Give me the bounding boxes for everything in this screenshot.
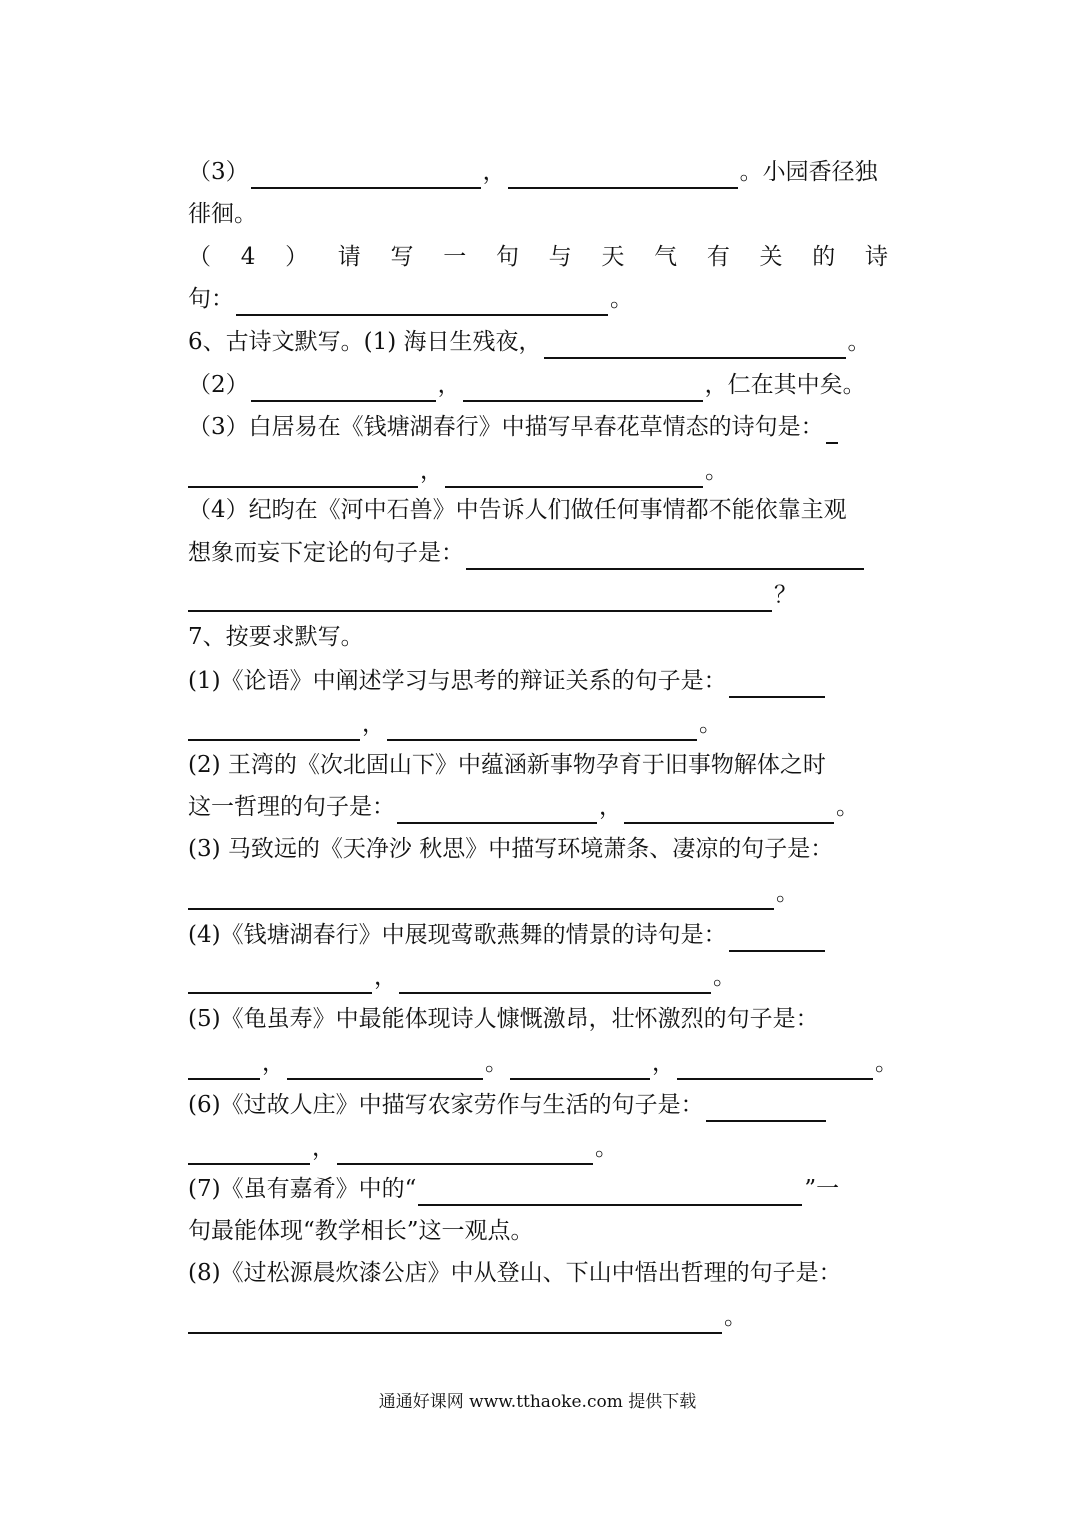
- q6-2-number: （2）: [188, 372, 249, 398]
- period: 。: [847, 329, 871, 355]
- char: 请: [337, 244, 361, 270]
- question-mark: ？: [774, 582, 797, 608]
- char: 诗: [864, 244, 888, 270]
- q7-8-answer-line: [188, 1300, 888, 1334]
- q6-2-line: [188, 368, 888, 402]
- q6-title-line: [188, 325, 888, 359]
- q7-4-text: (4)《钱塘湖春行》中展现莺歌燕舞的情景的诗句是：: [188, 922, 727, 948]
- answer-blank[interactable]: [188, 1052, 260, 1080]
- answer-blank[interactable]: [397, 796, 597, 824]
- char: 句: [495, 244, 519, 270]
- answer-blank[interactable]: [188, 882, 774, 910]
- comma: ，: [374, 964, 397, 990]
- answer-blank[interactable]: [188, 966, 372, 994]
- answer-blank[interactable]: [287, 1052, 483, 1080]
- char: （: [188, 244, 211, 270]
- comma: ，: [599, 794, 622, 820]
- q6-4-cont-line: [188, 536, 888, 570]
- q7-6-answer-line: [188, 1131, 888, 1165]
- answer-blank[interactable]: [445, 460, 703, 488]
- q6-4-answer-line: [188, 578, 888, 612]
- q7-3-line: (3) 马致远的《天净沙 秋思》中描写环境萧条、凄凉的句子是：: [188, 836, 834, 862]
- answer-blank[interactable]: [188, 460, 418, 488]
- q7-6-text: (6)《过故人庄》中描写农家劳作与生活的句子是：: [188, 1092, 704, 1118]
- period: 。: [776, 880, 799, 906]
- answer-blank[interactable]: [236, 288, 608, 316]
- answer-blank[interactable]: [826, 416, 838, 444]
- q7-1-text: (1)《论语》中阐述学习与思考的辩证关系的句子是：: [188, 668, 727, 694]
- comma: ，: [362, 711, 385, 737]
- period: 。: [836, 794, 859, 820]
- q5-3-line: [188, 155, 888, 189]
- footer-source: 通通好课网 www.tthaoke.com 提供下载: [378, 1392, 697, 1412]
- q5-4-answer-line: [188, 282, 888, 316]
- q7-2-cont-line: [188, 790, 888, 824]
- answer-blank[interactable]: [387, 713, 697, 741]
- q6-2-tail: ，仁在其中矣。: [704, 372, 866, 398]
- q5-3-number: （3）: [188, 159, 249, 185]
- period: 。: [699, 711, 722, 737]
- q6-4-cont: 想象而妄下定论的句子是：: [188, 540, 464, 566]
- period: 。: [724, 1304, 747, 1330]
- answer-blank[interactable]: [706, 1094, 826, 1122]
- char: 与: [548, 244, 572, 270]
- answer-blank[interactable]: [188, 1306, 722, 1334]
- char: 4: [240, 244, 256, 270]
- q7-3-answer-line: [188, 876, 888, 910]
- q7-1-line: [188, 664, 888, 698]
- comma: ，: [652, 1050, 675, 1076]
- comma: ，: [437, 372, 461, 398]
- answer-blank[interactable]: [251, 374, 436, 402]
- q5-3-continuation: 徘徊。: [188, 201, 257, 227]
- answer-blank[interactable]: [624, 796, 834, 824]
- q7-4-line: [188, 918, 888, 952]
- period: 。: [610, 286, 633, 312]
- q7-7-cont-line: 句最能体现“教学相长”这一观点。: [188, 1218, 534, 1244]
- period: 。: [875, 1050, 898, 1076]
- answer-blank[interactable]: [463, 374, 703, 402]
- q7-title: 7、按要求默写。: [188, 624, 364, 650]
- answer-blank[interactable]: [729, 670, 825, 698]
- answer-blank[interactable]: [677, 1052, 873, 1080]
- answer-blank[interactable]: [337, 1137, 593, 1165]
- answer-blank[interactable]: [188, 713, 360, 741]
- q7-8-line: (8)《过松源晨炊漆公店》中从登山、下山中悟出哲理的句子是：: [188, 1260, 842, 1286]
- q7-7-head: (7)《虽有嘉肴》中的“: [188, 1176, 417, 1202]
- q5-3-tail: 。小园香径独: [739, 159, 878, 185]
- answer-blank[interactable]: [251, 161, 481, 189]
- comma: ，: [262, 1050, 285, 1076]
- period: 。: [595, 1135, 618, 1161]
- comma: ，: [312, 1135, 335, 1161]
- q7-1-answer-line: [188, 707, 888, 741]
- answer-blank[interactable]: [399, 966, 711, 994]
- q7-7-line: [188, 1172, 888, 1206]
- q7-7-tail: ”一: [804, 1176, 840, 1202]
- answer-blank[interactable]: [418, 1178, 802, 1206]
- q7-5-line: (5)《龟虽寿》中最能体现诗人慷慨激昂，壮怀激烈的句子是：: [188, 1006, 819, 1032]
- answer-blank[interactable]: [188, 584, 772, 612]
- q6-3-line: [188, 410, 888, 444]
- q7-4-answer-line: [188, 960, 888, 994]
- period: 。: [713, 964, 736, 990]
- answer-blank[interactable]: [188, 1137, 310, 1165]
- period: 。: [705, 458, 728, 484]
- char: 气: [654, 244, 678, 270]
- char: 关: [759, 244, 783, 270]
- answer-blank[interactable]: [508, 161, 738, 189]
- q6-3-answer-line: [188, 454, 888, 488]
- comma: ，: [482, 159, 506, 185]
- char: ）: [285, 244, 309, 270]
- q7-2-cont: 这一哲理的句子是：: [188, 794, 395, 820]
- answer-blank[interactable]: [466, 542, 864, 570]
- comma: ，: [420, 458, 443, 484]
- q6-title: 6、古诗文默写。(1) 海日生残夜，: [188, 329, 542, 355]
- answer-blank[interactable]: [544, 331, 846, 359]
- char: 的: [812, 244, 836, 270]
- q7-6-line: [188, 1088, 888, 1122]
- q7-2-line: (2) 王湾的《次北固山下》中蕴涵新事物孕育于旧事物解体之时: [188, 752, 826, 778]
- label: 句：: [188, 286, 234, 312]
- answer-blank[interactable]: [510, 1052, 650, 1080]
- char: 一: [443, 244, 467, 270]
- char: 写: [390, 244, 414, 270]
- q6-3-text: （3）白居易在《钱塘湖春行》中描写早春花草情态的诗句是：: [188, 414, 824, 440]
- answer-blank[interactable]: [729, 924, 825, 952]
- period: 。: [485, 1050, 508, 1076]
- char: 天: [601, 244, 625, 270]
- q5-4-line: [188, 240, 888, 274]
- q7-5-answer-line: [188, 1046, 898, 1080]
- q6-4-line: （4）纪昀在《河中石兽》中告诉人们做任何事情都不能依靠主观: [188, 497, 847, 523]
- char: 有: [706, 244, 730, 270]
